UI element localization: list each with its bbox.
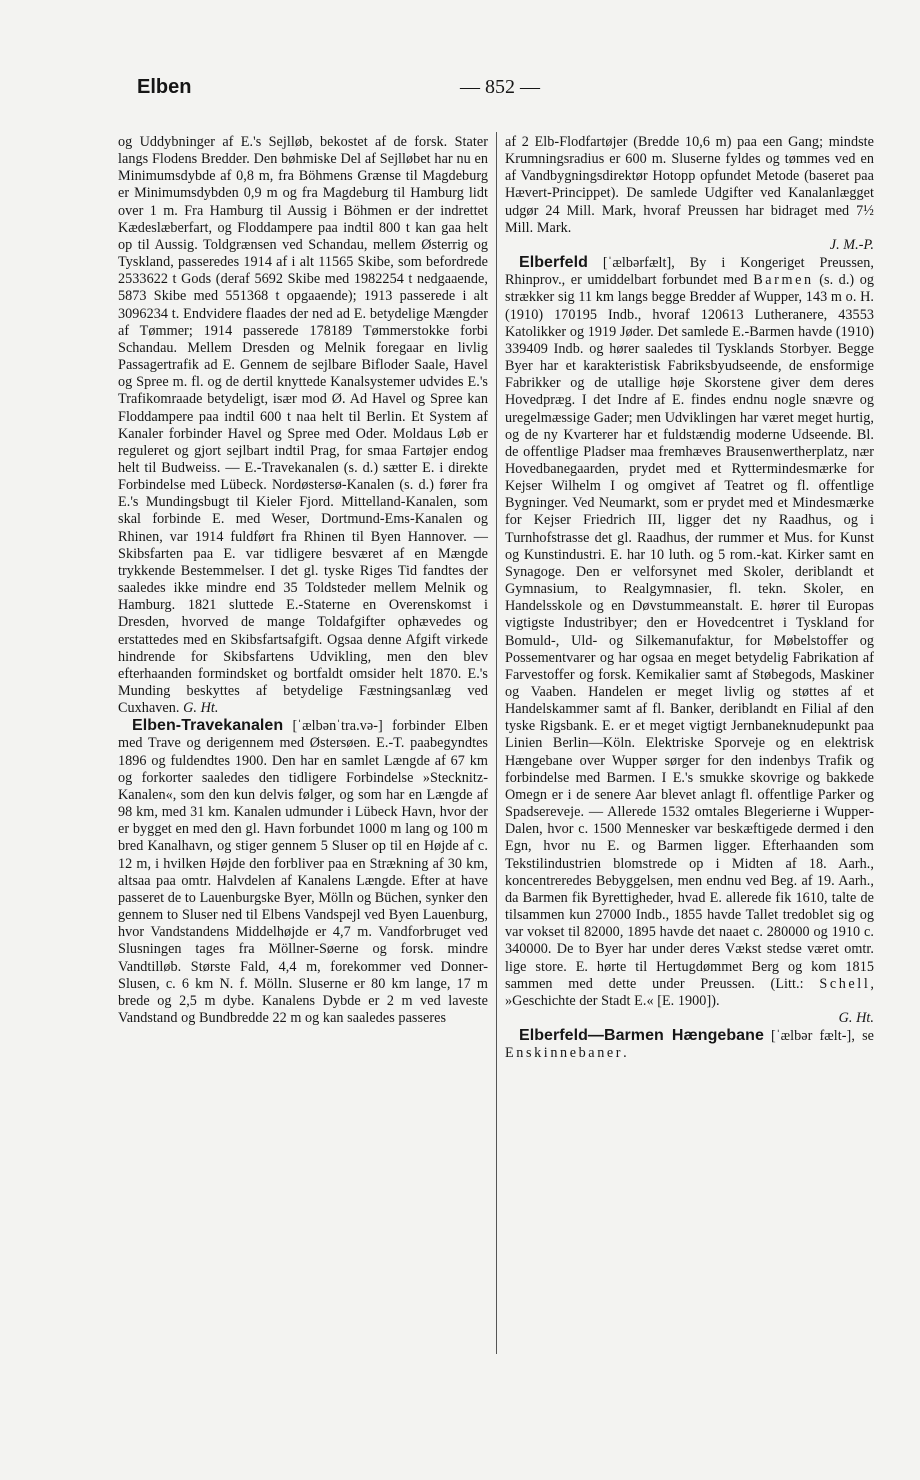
entry-elben-continuation bbox=[118, 134, 488, 717]
right-column bbox=[505, 134, 874, 1062]
author-signature: G. Ht. bbox=[183, 700, 219, 717]
entry-elberfeld-barmen-haengebane bbox=[505, 1027, 874, 1062]
cited-author: Schell bbox=[819, 975, 871, 992]
literature-label: Litt. bbox=[775, 975, 800, 992]
entry-text: : bbox=[799, 975, 820, 992]
entry-elberfeld bbox=[505, 254, 874, 1027]
entry-lemma: Elberfeld—Barmen Hængebane bbox=[519, 1027, 764, 1045]
author-signature: J. M.-P. bbox=[829, 236, 874, 253]
column-divider bbox=[496, 132, 497, 1354]
entry-elben-travekanalen-continuation bbox=[505, 134, 874, 254]
running-headword: Elben bbox=[137, 76, 192, 98]
entry-lemma: Elben-Travekanalen bbox=[132, 717, 284, 735]
entry-text: [ˈælbənˈtra.və-] forbinder Elben med Trave og derigennem med Østersøen. E.-T. paabegyndtes 1896 og fuldendtes 1900. Den har en samlet Længde af 67 km og forkorter saaledes den tidligere Forbindelse »Stecknitz-Kanalen«, som den kun delvis følger, og som har en Længde af 98 km, med 31 km. Kanalen udmunder i Lübeck Havn, hvor der er bygget en med den gl. Havn forbundet 1000 m lang og 100 m bred Kanalhavn, og stiger gennem 5 Sluser op til en Højde af c. 12 m, i hvilken Højde den forbliver paa en Strækning af 30 km, altsaa paa omtr. Halvdelen af Kanalens Længde. Efter at have passeret de to Lauenburgske Byer, Mölln og Büchen, synker den gennem to Sluser ned til Elbens Vandspejl ved Byen Lauenburg, hvor Vandstandens Middelhøjde er 4,7 m. Vandforbruget ved Slusningen tages fra Möllner-Søerne og forsk. mindre Vandtilløb. Største Fald, 4,4 m, forekommer ved Donner-Slusen, c. 6 km N. f. Mölln. Sluserne er 80 km lange, 17 m brede og 2,5 m dybe. Kanalens Dybde er 2 m ved laveste Vandstand og Bundbredde 22 m og kan saaledes passeres bbox=[118, 718, 488, 1026]
entry-text: af 2 Elb-Flodfartøjer (Bredde 10,6 m) paa een Gang; mindste Krumningsradius er 600 m. Sluserne fyldes og tømmes ved en af Vandbygningsdirektør Hotopp opfundet Metode (baseret paa Hævert-Princippet). De samlede Udgifter ved Kanalanlægget udgør 24 Mill. Mark, hvoraf Preussen har bidraget med 7½ Mill. Mark. bbox=[505, 134, 874, 236]
entry-text: , »Geschichte der Stadt E.« [E. 1900]). bbox=[505, 975, 874, 1009]
page-number: — 852 — bbox=[460, 76, 540, 98]
left-column bbox=[118, 134, 488, 1027]
cross-reference: Enskinnebaner bbox=[505, 1045, 624, 1062]
entry-text: (s. d.) og strækker sig 11 km langs begge Bredder af Wupper, 143 m o. H. (1910) 170195 Indb., hvoraf 120613 Lutheranere, 43553 Katolikker og 1919 Jøder. Det samlede E.-Barmen havde (1910) 339409 Indb. og hører saaledes til Tysklands Storbyer. Begge Byer har et karakteristisk Fabriksbyudseende, de ensformige Fabrikker og de utallige høje Skorstene giver dem deres Hovedpræg. I det Indre af E. findes endnu nogle snævre og uregelmæssige Gader; men Udviklingen har været meget hurtig, og de ny Kvarterer har et fuldstændig moderne Udseende. Bl. de offentlige Pladser maa fremhæves Brausenwertherplatz, nær Hovedbanegaarden, prydet med et Ryttermindesmærke for Kejser Wilhelm I og omgivet af Teatret og fl. offentlige Bygninger. Ved Neumarkt, som er prydet med et Mindesmærke for Kejser Friedrich III, ligger det ny Raadhus, og i Turnhofstrasse det gl. Raadhus, der rummer et Mus. for Kunst og Kunstindustri. E. har 10 luth. og 5 rom.-kat. Kirker samt en Synagoge. Den er velforsynet med Skoler, deriblandt et Gymnasium, to Realgymnasier, fl. tekn. Skoler, en Handelsskole og en Døvstummeanstalt. E. hører til Europas vigtigste Industribyer; den er Hovedcentret i Tyskland for Bomuld-, Uld- og Silkemanufaktur, for Møbelstoffer og Possementvarer og har ogsaa en meget betydelig Fabrikation af Farvestoffer og forsk. Kemikalier samt af Støbegods, Maskiner og Vaaben. Handelen er meget livlig og støttes af et Handelskammer samt af fl. Banker, deriblandt en Filial af den tyske Rigsbank. E. er et meget vigtigt Jernbaneknudepunkt paa Linien Berlin—Köln. Elektriske Sporveje og en elektrisk Hængebane over Wupper sørger for den indenbys Trafik og forbindelse med Barmen. I E.'s smukke skovrige og bakkede Omegn er i de senere Aar blevet anlagt fl. offentlige Parker og Spadsereveje. — Allerede 1532 omtales Blegerierne i Wupper-Dalen, hvor c. 1500 Mennesker var beskæftigede dermed i den Egn, hvor nu E. og Barmen ligger. Efterhaanden som Tekstilindustrien blomstrede op i Midten af 18. Aarh., koncentreredes Bebyggelsen, men endnu ved Beg. af 19. Aarh., da Barmen fik Byrettigheder, hvad E. allerede fik 1610, talte de tilsammen kun 27000 Indb., 1855 havde Tallet tredoblet sig og var vokset til 82000, 1895 havde det naaet c. 280000 og 1910 c. 340000. De to Byer har under deres Vækst stedse været omtr. lige store. E. hørte til Hertugdømmet Berg og kom 1815 sammen med dette under Preussen. ( bbox=[505, 272, 874, 992]
entry-text: . bbox=[623, 1045, 627, 1062]
author-signature: G. Ht. bbox=[838, 1009, 874, 1026]
entry-lemma: Elberfeld bbox=[519, 254, 588, 272]
entry-elben-travekanalen bbox=[118, 717, 488, 1027]
page-header bbox=[0, 76, 920, 106]
entry-text: [ˈælbər fælt-], se bbox=[763, 1028, 874, 1045]
cross-reference: Barmen bbox=[753, 272, 814, 289]
entry-text: [ˈælbərfælt], By i Kongeriget Preussen, Rhinprov., er umiddelbart forbundet med bbox=[505, 255, 874, 289]
entry-text: og Uddybninger af E.'s Sejlløb, bekostet af de forsk. Stater langs Flodens Bredder. Den bøhmiske Del af Sejlløbet har nu en Minimumsdybde af 0,8 m, fra Böhmens Grænse til Magdeburg er Minimumsdybden 0,9 m og fra Magdeburg til Hamburg lidt over 1 m. Fra Hamburg til Aussig i Böhmen er der indrettet Kædeslæberfart, og Floddampere paa indtil 800 t kan gaa helt op til Aussig. Toldgrænsen ved Schandau, mellem Østerrig og Tyskland, passeredes 1914 af i alt 11565 Skibe, som befordrede 2533622 t Gods (deraf 5692 Skibe med 1982254 t nedgaaende, 5873 Skibe med 551368 t opgaaende); 1913 passerede i alt 3096234 t. Endvidere flaades der ned ad E. betydelige Mængder af Tømmer; 1914 passerede 178189 Tømmerstokke forbi Schandau. Mellem Dresden og Melnik foregaar en livlig Passagertrafik ad E. Gennem de sejlbare Bifloder Saale, Havel og Spree m. fl. og de dertil knyttede Kanalsystemer udvides E.'s Trafikomraade betydeligt, især mod Ø. Ad Havel og Spree kan Floddampere paa indtil 600 t naa helt til Berlin. Et System af Kanaler forbinder Havel og Spree med Oder. Moldaus Løb er reguleret og gjort sejlbart indtil Prag, for smaa Fartøjer endog helt til Budweiss. — E.-Travekanalen (s. d.) sætter E. i direkte Forbindelse med Lübeck. Nordøstersø-Kanalen (s. d.) fører fra E.'s Mundingsbugt til Kieler Fjord. Mittelland-Kanalen, som skal forbinde E. med Weser, Dortmund-Ems-Kanalen og Rhinen, var 1914 fuldført fra Rhinen til Byen Hannover. — Skibsfarten paa E. var tidligere besværet af en Mængde trykkende Bestemmelser. I det gl. tyske Riges Tid fandtes der saaledes ikke mindre end 35 Toldsteder mellem Melnik og Hamburg. 1821 sluttede E.-Staterne en Overenskomst i Dresden, hvorved de mange Toldafgifter ophævedes og erstattedes med en Skibsfartsafgift. Ogsaa denne Afgift virkede hindrende for Skibsfartens Udvikling, men den blev efterhaanden formindsket og bortfaldt omsider helt 1870. E.'s Munding beskyttes af betydelige Fæstningsanlæg ved Cuxhaven. bbox=[118, 134, 488, 717]
